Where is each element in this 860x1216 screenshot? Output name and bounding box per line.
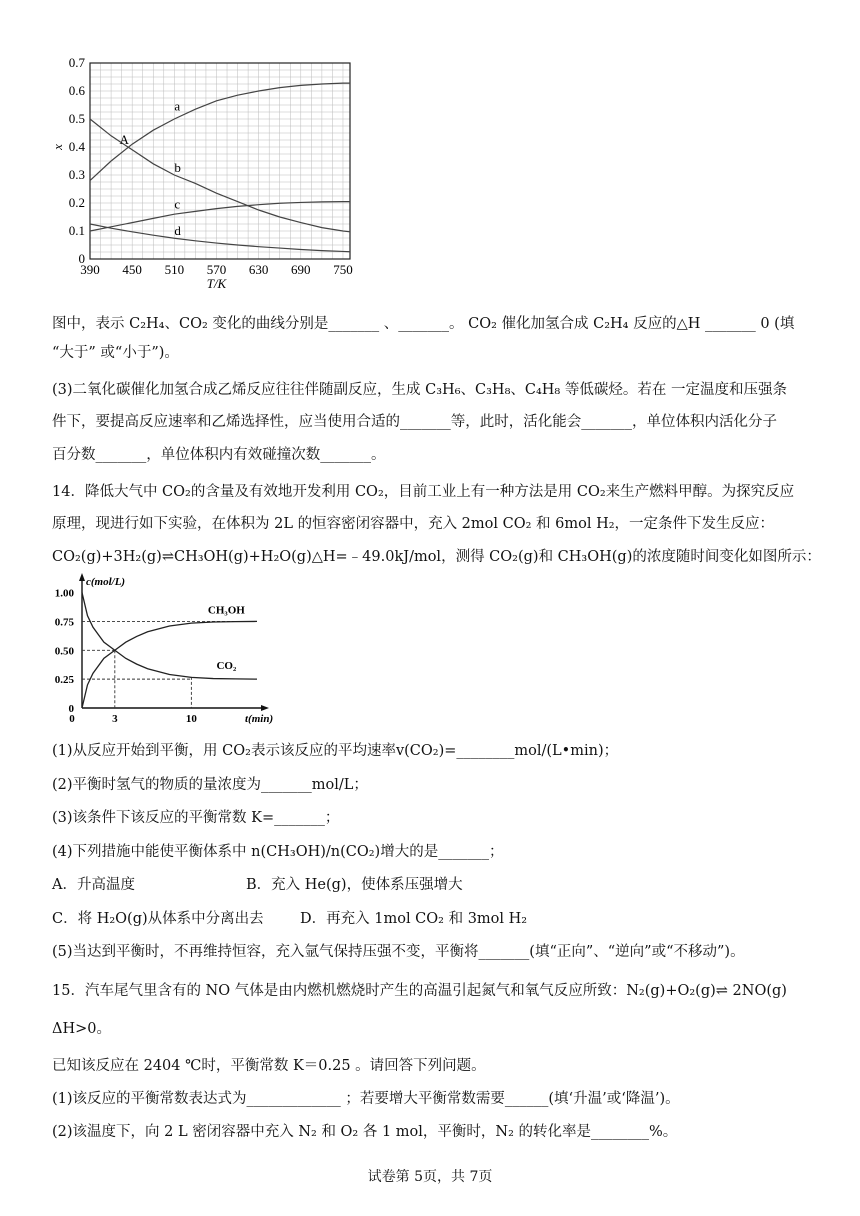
y-tick-label: 0.50 (54, 645, 74, 658)
y-axis-arrow (79, 573, 85, 581)
text-line: 已知该反应在 2404 ℃时，平衡常数 K＝0.25 。请回答下列问题。 (52, 1058, 486, 1074)
x-axis-label: t(min) (245, 713, 274, 725)
text-line: CO₂(g)+3H₂(g)⇌CH₃OH(g)+H₂O(g)△H=﹣49.0kJ/mol，测得 CO₂(g)和 CH₃OH(g)的浓度随时间变化如图所示： (52, 549, 821, 565)
x-tick-label: 10 (185, 713, 197, 725)
x-tick-label: 0 (69, 713, 75, 725)
text-line: “大于” 或“小于”)。 (52, 345, 179, 361)
x-axis-arrow (261, 705, 269, 711)
x-tick-label: 690 (291, 262, 311, 277)
text-line: (3)二氧化碳催化加氢合成乙烯反应往往伴随副反应，生成 C₃H₆、C₃H₈、C₄H₈ 等低碳烃。若在 一定温度和压强条 (52, 382, 787, 398)
text-line: 原理，现进行如下实验，在体积为 2L 的恒容密闭容器中，充入 2mol CO₂ 和 6mol H₂，一定条件下发生反应： (52, 516, 775, 532)
x-tick-label: 3 (112, 713, 118, 725)
y-tick-label: 0.1 (68, 223, 85, 238)
y-tick-label: 0 (68, 703, 74, 715)
x-tick-label: 750 (333, 262, 353, 277)
text-line: (5)当达到平衡时，不再维持恒容，充入氩气保持压强不变，平衡将_______(填“正向”、“逆向”或“不移动”)。 (52, 944, 745, 960)
y-tick-label: 0.25 (54, 674, 74, 687)
text-line: (2)该温度下，向 2 L 密闭容器中充入 N₂ 和 O₂ 各 1 mol，平衡时，N₂ 的转化率是________%。 (52, 1124, 678, 1140)
text-line: 14．降低大气中 CO₂的含量及有效地开发利用 CO₂，目前工业上有一种方法是用 CO₂来生产燃料甲醇。为探究反应 (52, 484, 795, 500)
text-line: ΔH>0。 (52, 1021, 111, 1037)
y-tick-label: 0 (78, 251, 85, 266)
text-line: 图中，表示 C₂H₄、CO₂ 变化的曲线分别是_______ 、_______。 CO₂ 催化加氢合成 C₂H₄ 反应的△H _______ 0 (填 (52, 316, 795, 332)
series-label-b: b (174, 160, 181, 175)
series-line-b (90, 119, 350, 232)
y-tick-label: 1.00 (54, 587, 74, 600)
series-label-a: a (174, 98, 181, 114)
series-label-0: CH₃OH (207, 604, 245, 617)
x-tick-label: 390 (80, 262, 100, 277)
concentration-time-chart (52, 573, 272, 728)
y-tick-label: 0.7 (68, 55, 85, 70)
x-tick-label: 630 (248, 262, 269, 277)
option-b: B．充入 He(g)，使体系压强增大 (246, 877, 463, 893)
y-tick-label: 0.6 (68, 83, 85, 98)
x-axis-label: T/K (206, 276, 227, 291)
point-label-a: A (119, 132, 129, 148)
text-line: (4)下列措施中能使平衡体系中 n(CH₃OH)/n(CO₂)增大的是_______； (52, 844, 504, 860)
x-tick-label: 570 (206, 262, 227, 277)
series-label-1: CO₂ (216, 660, 237, 673)
option-d: D．再充入 1mol CO₂ 和 3mol H₂ (300, 911, 528, 927)
series-line-c (90, 202, 350, 231)
y-tick-label: 0.4 (68, 139, 85, 154)
y-tick-label: 0.75 (54, 616, 74, 629)
y-tick-label: 0.2 (68, 195, 85, 210)
y-tick-label: 0.5 (68, 111, 85, 126)
x-tick-label: 510 (164, 262, 185, 277)
x-tick-label: 450 (122, 262, 142, 277)
text-line: (1)从反应开始到平衡，用 CO₂表示该反应的平均速率v(CO₂)=________mol/(L•min)； (52, 743, 619, 759)
text-line: (3)该条件下该反应的平衡常数 K=_______； (52, 810, 340, 826)
text-line: 件下，要提高反应速率和乙烯选择性，应当使用合适的_______等，此时，活化能会_______，单位体积内活化分子 (52, 414, 777, 430)
text-line: 百分数_______，单位体积内有效碰撞次数_______。 (52, 447, 386, 463)
y-axis-label: c(mol/L) (86, 576, 126, 588)
series-label-d: d (174, 223, 181, 238)
y-tick-label: 0.3 (68, 167, 85, 182)
text-line: (1)该反应的平衡常数表达式为_____________ ；若要增大平衡常数需要______(填‘升温’或‘降温’)。 (52, 1091, 680, 1107)
temperature-fraction-chart (52, 55, 362, 295)
y-axis-label: x (50, 144, 65, 150)
text-line: (2)平衡时氢气的物质的量浓度为_______mol/L； (52, 777, 368, 793)
option-a: A．升高温度 (52, 877, 135, 893)
option-c: C．将 H₂O(g)从体系中分离出去 (52, 911, 264, 927)
series-label-c: c (174, 196, 181, 212)
text-line: 15．汽车尾气里含有的 NO 气体是由内燃机燃烧时产生的高温引起氮气和氧气反应所致：N₂(g)+O₂(g)⇌ 2NO(g) (52, 983, 787, 999)
page-footer: 试卷第 5页，共 7页 (367, 1169, 493, 1185)
